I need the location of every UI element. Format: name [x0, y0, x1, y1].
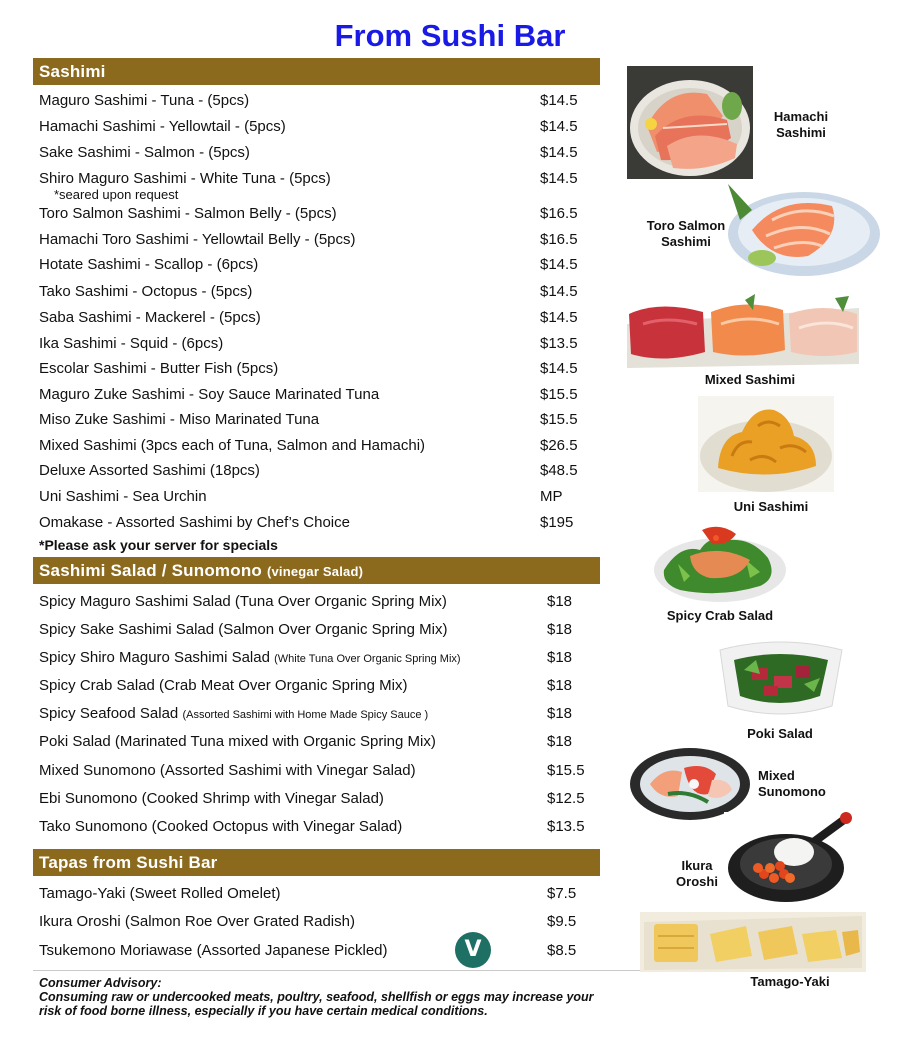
- menu-item-detail: (Assorted Sashimi with Home Made Spicy Sauce ): [182, 709, 429, 721]
- caption-line: Hamachi: [773, 109, 829, 124]
- menu-item-name: [39, 649, 461, 666]
- menu-item-price: $13.5: [547, 818, 585, 835]
- menu-item-label: Miso Zuke Sashimi - Miso Marinated Tuna: [39, 411, 320, 428]
- menu-item-name: [39, 621, 448, 638]
- advisory-line-2: risk of food borne illness, especially if you have certain medical conditions.: [39, 1004, 488, 1018]
- menu-item-name: [39, 593, 447, 610]
- spicy-crab-salad-photo: [650, 520, 790, 604]
- caption-line: Sashimi: [776, 125, 826, 140]
- menu-item-label: Hamachi Sashimi - Yellowtail - (5pcs): [39, 118, 286, 135]
- menu-item-name: [39, 488, 207, 505]
- vegetarian-badge-icon: V: [455, 932, 491, 968]
- menu-item-label: Hotate Sashimi - Scallop - (6pcs): [39, 256, 259, 273]
- menu-item-label: Sake Sashimi - Salmon - (5pcs): [39, 144, 250, 161]
- menu-item-price: $18: [547, 593, 573, 610]
- menu-item-label: Shiro Maguro Sashimi - White Tuna - (5pcs): [39, 170, 331, 187]
- section-header-tapas: [33, 849, 600, 876]
- menu-item-name: [39, 170, 331, 187]
- toro-salmon-caption: [634, 218, 738, 250]
- uni-sashimi-photo: [698, 396, 834, 492]
- mixed-sunomono-photo: [628, 744, 752, 822]
- section-header-sashimi: [33, 58, 600, 85]
- spicy-crab-salad-caption: [650, 608, 790, 624]
- menu-item-label: Tamago-Yaki (Sweet Rolled Omelet): [39, 885, 281, 902]
- menu-item-name: [39, 514, 350, 531]
- menu-item-price: $15.5: [547, 762, 585, 779]
- mixed-sashimi-photo: [623, 294, 863, 370]
- caption-line: Spicy Crab Salad: [666, 608, 774, 623]
- menu-item-name: [39, 92, 249, 109]
- menu-item-label: Spicy Sake Sashimi Salad (Salmon Over Organic Spring Mix): [39, 621, 448, 638]
- menu-item-price: $15.5: [540, 386, 578, 403]
- menu-item-label: Ebi Sunomono (Cooked Shrimp with Vinegar Salad): [39, 790, 384, 807]
- menu-item-name: [39, 335, 223, 352]
- menu-item-price: $26.5: [540, 437, 578, 454]
- menu-item-price: $16.5: [540, 231, 578, 248]
- menu-item-name: [39, 360, 278, 377]
- section-header-salad: [33, 557, 600, 584]
- tamago-yaki-caption: [730, 974, 850, 990]
- menu-item-price: $18: [547, 677, 573, 694]
- menu-item-name: [39, 705, 428, 722]
- caption-line: Oroshi: [676, 874, 718, 889]
- poki-salad-caption: [730, 726, 830, 742]
- menu-item-price: MP: [540, 488, 563, 505]
- caption-line: Sashimi: [661, 234, 711, 249]
- menu-item-price: $195: [540, 514, 574, 531]
- menu-item-label: Deluxe Assorted Sashimi (18pcs): [39, 462, 260, 479]
- menu-item-name: [39, 309, 261, 326]
- specials-note: *Please ask your server for specials: [39, 537, 278, 553]
- menu-item-price: $14.5: [540, 144, 578, 161]
- menu-item-price: $13.5: [540, 335, 578, 352]
- menu-item-price: $18: [547, 705, 573, 722]
- menu-item-name: [39, 462, 260, 479]
- hamachi-sashimi-caption: [766, 109, 836, 141]
- mixed-sunomono-caption: [758, 768, 848, 800]
- menu-item-label: Ika Sashimi - Squid - (6pcs): [39, 335, 224, 352]
- menu-item-price: $18: [547, 733, 573, 750]
- menu-item-label: Tako Sunomono (Cooked Octopus with Vinegar Salad): [39, 818, 403, 835]
- menu-item-label: Mixed Sunomono (Assorted Sashimi with Vinegar Salad): [39, 762, 416, 779]
- section-sublabel: (vinegar Salad): [266, 564, 364, 579]
- menu-item-label: Escolar Sashimi - Butter Fish (5pcs): [39, 360, 279, 377]
- menu-item-price: $16.5: [540, 205, 578, 222]
- menu-item-label: Spicy Maguro Sashimi Salad (Tuna Over Organic Spring Mix): [39, 593, 447, 610]
- ikura-oroshi-caption: [662, 858, 732, 890]
- tamago-yaki-photo: [640, 912, 866, 972]
- caption-line: Uni Sashimi: [733, 499, 809, 514]
- menu-item-price: $18: [547, 621, 573, 638]
- mixed-sashimi-caption: [680, 372, 820, 388]
- menu-item-price: $14.5: [540, 309, 578, 326]
- caption-line: Sunomono: [758, 784, 826, 799]
- menu-item-price: $9.5: [547, 913, 577, 930]
- menu-item-label: Ikura Oroshi (Salmon Roe Over Grated Radish): [39, 913, 355, 930]
- menu-item-name: [39, 386, 379, 403]
- menu-item-price: $14.5: [540, 256, 578, 273]
- menu-item-name: [39, 144, 250, 161]
- menu-item-price: $14.5: [540, 170, 578, 187]
- section-label: Sashimi Salad / Sunomono: [39, 561, 263, 580]
- menu-item-label: Maguro Zuke Sashimi - Soy Sauce Marinated Tuna: [39, 386, 380, 403]
- advisory-line-1: Consuming raw or undercooked meats, poultry, seafood, shellfish or eggs may increase your: [39, 990, 594, 1004]
- toro-salmon-sashimi-photo: [722, 180, 880, 278]
- menu-item-name: [39, 256, 258, 273]
- advisory-divider: [33, 970, 713, 971]
- menu-item-price: $8.5: [547, 942, 577, 959]
- section-label: Tapas from Sushi Bar: [39, 853, 218, 872]
- menu-item-price: $15.5: [540, 411, 578, 428]
- menu-item-name: [39, 913, 355, 930]
- ikura-oroshi-photo: [724, 812, 864, 906]
- menu-item-label: Maguro Sashimi - Tuna - (5pcs): [39, 92, 250, 109]
- menu-item-price: $14.5: [540, 92, 578, 109]
- menu-item-price: $14.5: [540, 283, 578, 300]
- menu-item-label: Omakase - Assorted Sashimi by Chef’s Choice: [39, 514, 350, 531]
- menu-item-label: Uni Sashimi - Sea Urchin: [39, 488, 207, 505]
- menu-item-label: Spicy Seafood Salad: [39, 705, 183, 722]
- menu-item-price: $18: [547, 649, 573, 666]
- caption-line: Tamago-Yaki: [750, 974, 830, 989]
- menu-item-price: $7.5: [547, 885, 577, 902]
- caption-line: Toro Salmon: [646, 218, 726, 233]
- menu-item-note: *seared upon request: [54, 187, 179, 202]
- menu-item-name: [39, 411, 319, 428]
- menu-item-label: Tsukemono Moriawase (Assorted Japanese Pickled): [39, 942, 388, 959]
- caption-line: Mixed Sashimi: [704, 372, 796, 387]
- section-label: Sashimi: [39, 62, 106, 81]
- menu-title: From Sushi Bar: [334, 18, 566, 53]
- menu-item-name: [39, 437, 425, 454]
- menu-item-name: [39, 942, 388, 959]
- menu-item-label: Hamachi Toro Sashimi - Yellowtail Belly - (5pcs): [39, 231, 356, 248]
- caption-line: Ikura: [681, 858, 713, 873]
- menu-item-name: [39, 790, 384, 807]
- menu-item-label: Poki Salad (Marinated Tuna mixed with Organic Spring Mix): [39, 733, 436, 750]
- menu-item-name: [39, 733, 436, 750]
- menu-item-name: [39, 205, 337, 222]
- menu-item-name: [39, 762, 416, 779]
- menu-item-name: [39, 885, 280, 902]
- menu-item-name: [39, 283, 252, 300]
- menu-item-name: [39, 818, 402, 835]
- menu-item-price: $14.5: [540, 118, 578, 135]
- menu-item-label: Spicy Crab Salad (Crab Meat Over Organic Spring Mix): [39, 677, 408, 694]
- caption-line: Poki Salad: [747, 726, 813, 741]
- caption-line: Mixed: [758, 768, 795, 783]
- poki-salad-photo: [704, 630, 856, 722]
- menu-item-label: Saba Sashimi - Mackerel - (5pcs): [39, 309, 261, 326]
- hamachi-sashimi-photo: [627, 66, 753, 179]
- menu-item-label: Toro Salmon Sashimi - Salmon Belly - (5pcs): [39, 205, 337, 222]
- menu-item-label: Mixed Sashimi (3pcs each of Tuna, Salmon and Hamachi): [39, 437, 426, 454]
- menu-item-name: [39, 231, 356, 248]
- menu-item-price: $48.5: [540, 462, 578, 479]
- menu-item-name: [39, 118, 286, 135]
- advisory-heading: Consumer Advisory:: [39, 976, 162, 990]
- menu-item-name: [39, 677, 407, 694]
- uni-sashimi-caption: [716, 499, 826, 515]
- menu-item-label: Spicy Shiro Maguro Sashimi Salad: [39, 649, 275, 666]
- menu-item-detail: (White Tuna Over Organic Spring Mix): [274, 653, 461, 665]
- menu-item-price: $14.5: [540, 360, 578, 377]
- menu-item-price: $12.5: [547, 790, 585, 807]
- menu-item-label: Tako Sashimi - Octopus - (5pcs): [39, 283, 253, 300]
